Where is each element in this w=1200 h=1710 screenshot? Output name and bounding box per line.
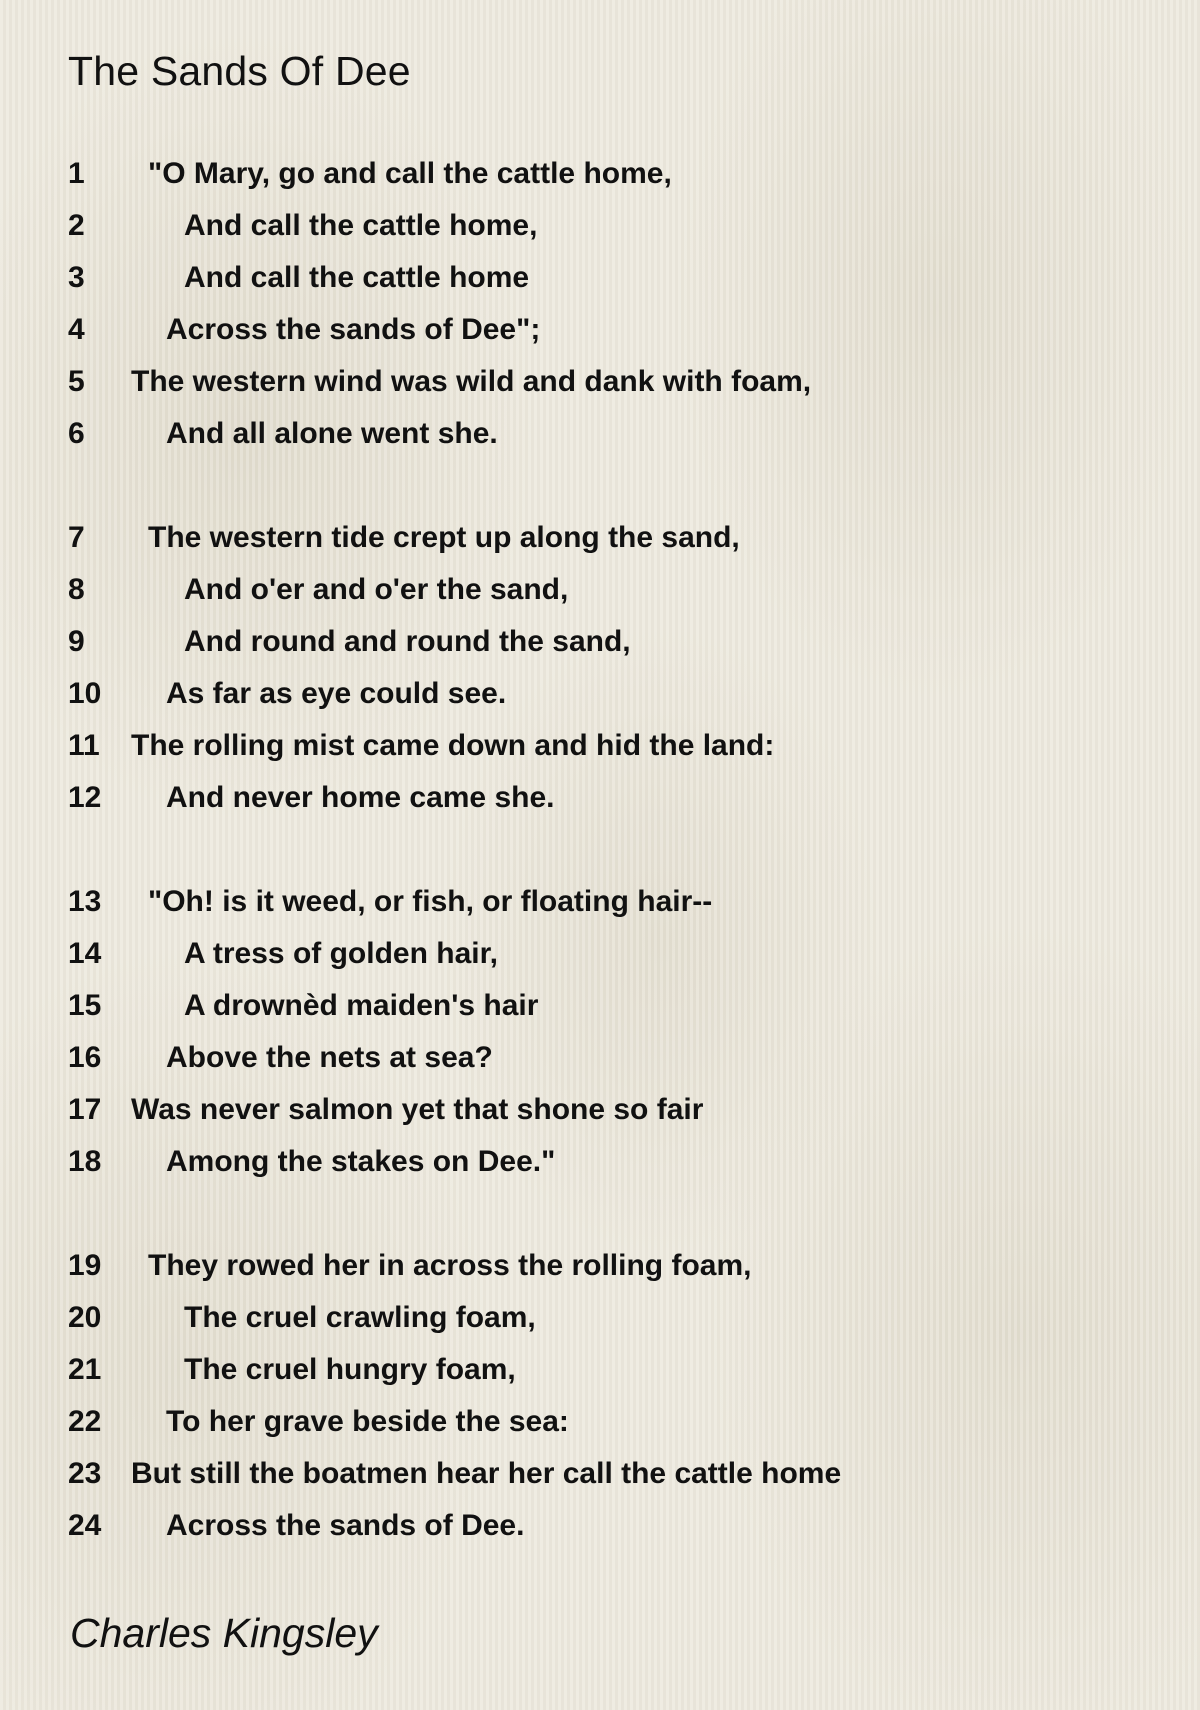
poem-title: The Sands Of Dee (68, 48, 411, 94)
poem-line (68, 356, 1168, 408)
line-number: 7 (68, 521, 85, 554)
line-number: 20 (68, 1301, 102, 1334)
line-text: And never home came she. (166, 781, 555, 814)
line-number: 19 (68, 1249, 102, 1282)
line-number: 5 (68, 365, 85, 398)
poem-line (68, 1292, 1168, 1344)
line-text: And all alone went she. (166, 417, 498, 450)
line-number: 11 (68, 729, 100, 762)
poem-line (68, 928, 1168, 980)
poem-line (68, 772, 1168, 824)
line-text: As far as eye could see. (166, 677, 507, 710)
stanza-break (68, 824, 1168, 876)
line-number: 15 (68, 989, 102, 1022)
line-text: And round and round the sand, (184, 625, 631, 658)
poem-line (68, 1396, 1168, 1448)
line-text: The western wind was wild and dank with foam, (131, 365, 812, 398)
line-text: A tress of golden hair, (184, 937, 498, 970)
line-text: And call the cattle home, (184, 209, 538, 242)
poem-body (68, 148, 1168, 1552)
stanza-break (68, 460, 1168, 512)
line-text: But still the boatmen hear her call the cattle home (131, 1457, 842, 1490)
line-number: 24 (68, 1509, 102, 1542)
line-text: "O Mary, go and call the cattle home, (148, 157, 672, 190)
line-text: The cruel crawling foam, (184, 1301, 536, 1334)
line-number: 6 (68, 417, 85, 450)
line-number: 21 (68, 1353, 102, 1386)
line-number: 4 (68, 313, 85, 346)
poem-line (68, 1344, 1168, 1396)
line-number: 22 (68, 1405, 102, 1438)
line-number: 8 (68, 573, 85, 606)
line-text: They rowed her in across the rolling foam, (148, 1249, 752, 1282)
line-text: "Oh! is it weed, or fish, or floating hair-- (148, 885, 713, 918)
line-number: 1 (68, 157, 85, 190)
line-number: 3 (68, 261, 85, 294)
stanza-break (68, 1188, 1168, 1240)
poem-line (68, 564, 1168, 616)
line-text: To her grave beside the sea: (166, 1405, 569, 1438)
poem-line (68, 876, 1168, 928)
poem-line (68, 252, 1168, 304)
line-number: 9 (68, 625, 85, 658)
poem-line (68, 616, 1168, 668)
poem-line (68, 980, 1168, 1032)
line-number: 18 (68, 1145, 102, 1178)
line-text: Above the nets at sea? (166, 1041, 493, 1074)
poem-line (68, 1136, 1168, 1188)
poem-line (68, 1448, 1168, 1500)
line-number: 14 (68, 937, 102, 970)
poem-line (68, 148, 1168, 200)
line-text: The rolling mist came down and hid the land: (131, 729, 775, 762)
line-text: A drownèd maiden's hair (184, 989, 539, 1022)
line-number: 23 (68, 1457, 102, 1490)
poem-line (68, 512, 1168, 564)
poem-line (68, 1032, 1168, 1084)
line-number: 12 (68, 781, 102, 814)
line-text: Among the stakes on Dee." (166, 1145, 556, 1178)
poem-line (68, 1500, 1168, 1552)
line-text: And o'er and o'er the sand, (184, 573, 569, 606)
poem-line (68, 1240, 1168, 1292)
poem-line (68, 408, 1168, 460)
line-number: 17 (68, 1093, 102, 1126)
line-number: 10 (68, 677, 102, 710)
line-text: Was never salmon yet that shone so fair (131, 1093, 704, 1126)
poem-line (68, 1084, 1168, 1136)
line-text: The cruel hungry foam, (184, 1353, 516, 1386)
line-text: Across the sands of Dee"; (166, 313, 541, 346)
line-number: 2 (68, 209, 85, 242)
poem-line (68, 200, 1168, 252)
line-text: The western tide crept up along the sand, (148, 521, 740, 554)
line-number: 13 (68, 885, 102, 918)
line-text: Across the sands of Dee. (166, 1509, 525, 1542)
line-text: And call the cattle home (184, 261, 530, 294)
poem-line (68, 668, 1168, 720)
poem-line (68, 720, 1168, 772)
line-number: 16 (68, 1041, 102, 1074)
poem-line (68, 304, 1168, 356)
poem-author: Charles Kingsley (70, 1610, 378, 1656)
